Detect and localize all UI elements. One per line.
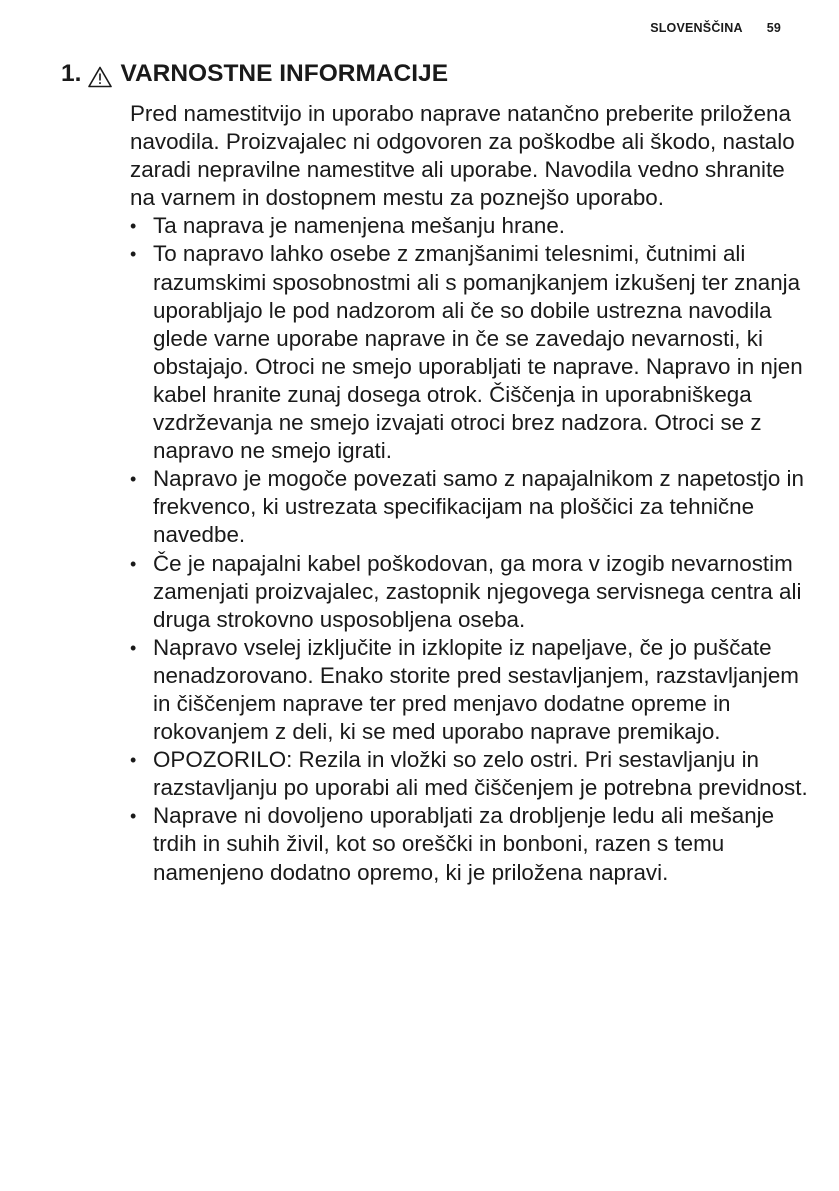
list-item — [130, 634, 810, 746]
safety-list — [130, 212, 810, 886]
list-item-text: To napravo lahko osebe z zmanjšanimi telesnimi, čutnimi ali razumskimi sposobnostmi ali s pomanjkanjem izkušenj ter znanja uporabljajo le pod nadzorom ali če so dobile ustrezna navodila glede varne uporabe naprave in če se zavedajo nevarnosti, ki obstajajo. Otroci ne smejo uporabljati te naprave. Napravo in njen kabel hranite zunaj dosega otrok. Čiščenja in uporabniškega vzdrževanja ne smejo izvajati otroci brez nadzora. Otroci se z napravo ne smejo igrati. — [153, 241, 803, 464]
bullet-marker: • — [130, 244, 137, 265]
intro-paragraph: Pred namestitvijo in uporabo naprave natančno preberite priložena navodila. Proizvajalec ni odgovoren za poškodbe ali škodo, nastalo zaradi nepravilne namestitve ali uporabe. Navodila vedno shranite na varnem in dostopnem mestu za poznejšo uporabo. — [130, 101, 795, 211]
list-item — [130, 746, 810, 802]
bullet-marker: • — [130, 553, 137, 574]
page-number: 59 — [766, 21, 781, 35]
bullet-marker: • — [130, 216, 137, 237]
list-item-text: Če je napajalni kabel poškodovan, ga mora v izogib nevarnostim zamenjati proizvajalec, zastopnik njegovega servisnega centra ali druga strokovno usposobljena oseba. — [153, 550, 802, 632]
section-title — [61, 57, 448, 91]
list-item — [130, 240, 810, 465]
list-item-text: Napravo je mogoče povezati samo z napajalnikom z napetostjo in frekvenco, ki ustrezata specifikacijam na ploščici za tehnične navedbe. — [153, 466, 804, 548]
safety-content — [130, 100, 810, 887]
list-item-text: Napravo vselej izključite in izklopite iz napeljave, če jo puščate nenadzorovano. Enako storite pred sestavljanjem, razstavljanjem in čiščenjem naprave ter pred menjavo dodatne opreme in rokovanjem z deli, ki se med uporabo naprave premikajo. — [153, 634, 799, 745]
list-item — [130, 802, 810, 886]
bullet-marker: • — [130, 750, 137, 771]
list-item — [130, 212, 810, 240]
bullet-marker: • — [130, 806, 137, 827]
header-language: SLOVENŠČINA — [650, 21, 743, 35]
warning-triangle-icon — [88, 64, 112, 86]
list-item-text: Ta naprava je namenjena mešanju hrane. — [153, 213, 566, 239]
list-item — [130, 550, 810, 634]
list-item-text: Naprave ni dovoljeno uporabljati za drobljenje ledu ali mešanje trdih in suhih živil, kot so oreščki in bonboni, razen s temu namenjeno dodatno opremo, ki je priložena napravi. — [153, 803, 775, 885]
bullet-marker: • — [130, 469, 137, 490]
page-header — [650, 21, 781, 35]
section-number: 1. — [61, 60, 82, 87]
bullet-marker: • — [130, 637, 137, 658]
list-item-text: OPOZORILO: Rezila in vložki so zelo ostri. Pri sestavljanju in razstavljanju po uporabi ali med čiščenjem je potrebna previdnost. — [153, 747, 808, 801]
section-title-text: VARNOSTNE INFORMACIJE — [120, 60, 449, 87]
list-item — [130, 465, 810, 549]
